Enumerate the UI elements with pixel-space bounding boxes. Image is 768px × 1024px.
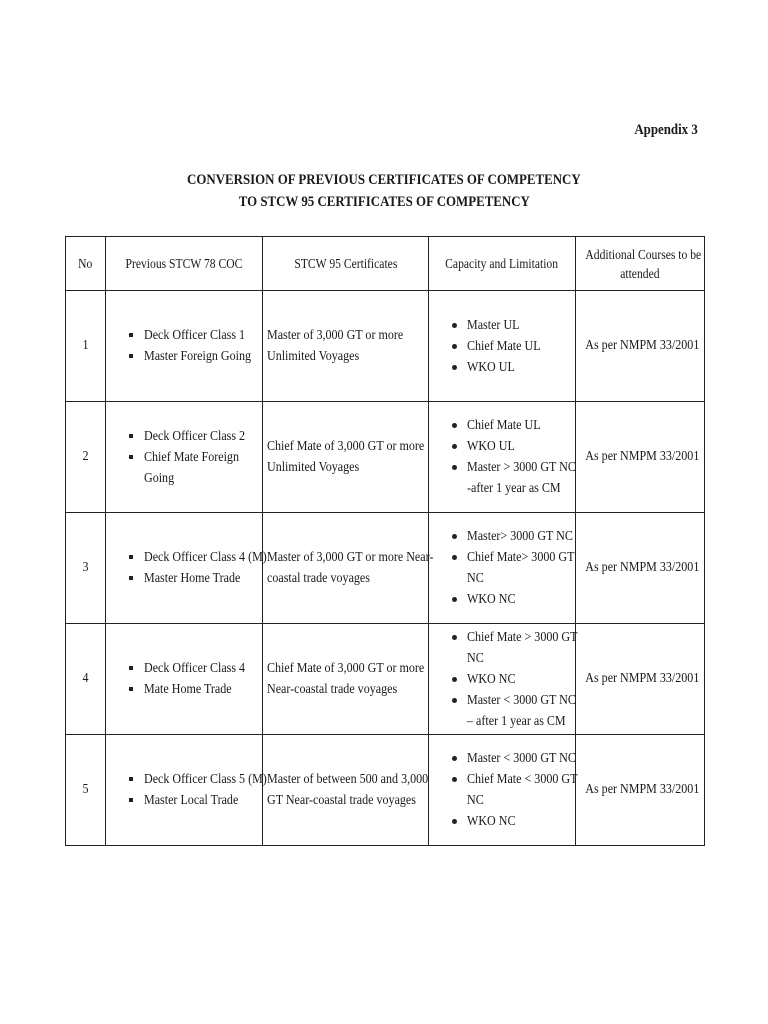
additional-courses-cell: As per NMPM 33/2001: [576, 735, 705, 846]
capacity-limitation-cell: [429, 513, 576, 624]
capacity-item: Chief Mate UL: [467, 336, 575, 357]
header-previous-coc: Previous STCW 78 COC: [106, 237, 263, 291]
capacity-item: Master > 3000 GT NC -after 1 year as CM: [467, 457, 575, 499]
previous-coc-cell: [106, 513, 267, 624]
capacity-item: Master> 3000 GT NC: [467, 526, 575, 547]
table-row: [66, 624, 705, 735]
row-number: 1: [66, 291, 106, 402]
table-header-row: [66, 237, 705, 291]
table-row: [66, 735, 705, 846]
additional-courses-cell: As per NMPM 33/2001: [576, 402, 705, 513]
capacity-item: Chief Mate> 3000 GT NC: [467, 547, 575, 589]
previous-coc-item: Deck Officer Class 1: [144, 325, 262, 346]
row-number: 4: [66, 624, 106, 735]
capacity-limitation-cell: [429, 291, 576, 402]
stcw95-certificate-cell: Master of between 500 and 3,000 GT Near-coastal trade voyages: [263, 735, 429, 846]
table-row: [66, 291, 705, 402]
stcw95-certificate-cell: Chief Mate of 3,000 GT or more Unlimited Voyages: [263, 402, 429, 513]
previous-coc-item: Deck Officer Class 5 (M): [144, 769, 262, 790]
additional-courses-cell: As per NMPM 33/2001: [576, 513, 705, 624]
stcw95-certificate-cell: Chief Mate of 3,000 GT or more Near-coastal trade voyages: [263, 624, 429, 735]
previous-coc-cell: [106, 735, 267, 846]
row-number: 5: [66, 735, 106, 846]
capacity-item: WKO UL: [467, 436, 575, 457]
title-line-1: CONVERSION OF PREVIOUS CERTIFICATES OF COMPETENCY: [187, 172, 581, 188]
previous-coc-item: Deck Officer Class 4 (M): [144, 547, 262, 568]
previous-coc-cell: [106, 624, 263, 735]
table-row: [66, 402, 705, 513]
header-additional-courses: Additional Courses to be attended: [576, 237, 705, 291]
capacity-item: Master < 3000 GT NC: [467, 748, 575, 769]
previous-coc-cell: [106, 291, 263, 402]
capacity-item: Chief Mate < 3000 GT NC: [467, 769, 575, 811]
document-title: [0, 169, 768, 213]
capacity-limitation-cell: [429, 735, 576, 846]
additional-courses-cell: As per NMPM 33/2001: [576, 624, 705, 735]
appendix-label: Appendix 3: [634, 122, 698, 138]
header-capacity-limitation: Capacity and Limitation: [429, 237, 576, 291]
previous-coc-item: Master Local Trade: [144, 790, 262, 811]
previous-coc-item: Deck Officer Class 2: [144, 426, 262, 447]
row-number: 3: [66, 513, 106, 624]
previous-coc-item: Master Foreign Going: [144, 346, 262, 367]
capacity-limitation-cell: [429, 402, 576, 513]
previous-coc-item: Mate Home Trade: [144, 679, 262, 700]
header-stcw95-certificates: STCW 95 Certificates: [263, 237, 429, 291]
header-no: No: [66, 237, 106, 291]
capacity-limitation-cell: [429, 624, 576, 735]
previous-coc-item: Master Home Trade: [144, 568, 262, 589]
capacity-item: Master UL: [467, 315, 575, 336]
capacity-item: Chief Mate UL: [467, 415, 575, 436]
stcw95-certificate-cell: Master of 3,000 GT or more Near- coastal trade voyages: [263, 513, 429, 624]
capacity-item: WKO NC: [467, 669, 575, 690]
table-row: [66, 513, 705, 624]
stcw95-certificate-cell: Master of 3,000 GT or more Unlimited Voyages: [263, 291, 429, 402]
previous-coc-item: Deck Officer Class 4: [144, 658, 262, 679]
capacity-item: Chief Mate > 3000 GT NC: [467, 627, 575, 669]
capacity-item: WKO NC: [467, 811, 575, 832]
capacity-item: WKO UL: [467, 357, 575, 378]
title-line-2: TO STCW 95 CERTIFICATES OF COMPETENCY: [238, 194, 530, 210]
conversion-table: [65, 236, 705, 846]
capacity-item: Master < 3000 GT NC – after 1 year as CM: [467, 690, 575, 732]
previous-coc-cell: [106, 402, 263, 513]
capacity-item: WKO NC: [467, 589, 575, 610]
previous-coc-item: Chief Mate Foreign Going: [144, 447, 262, 489]
additional-courses-cell: As per NMPM 33/2001: [576, 291, 705, 402]
row-number: 2: [66, 402, 106, 513]
